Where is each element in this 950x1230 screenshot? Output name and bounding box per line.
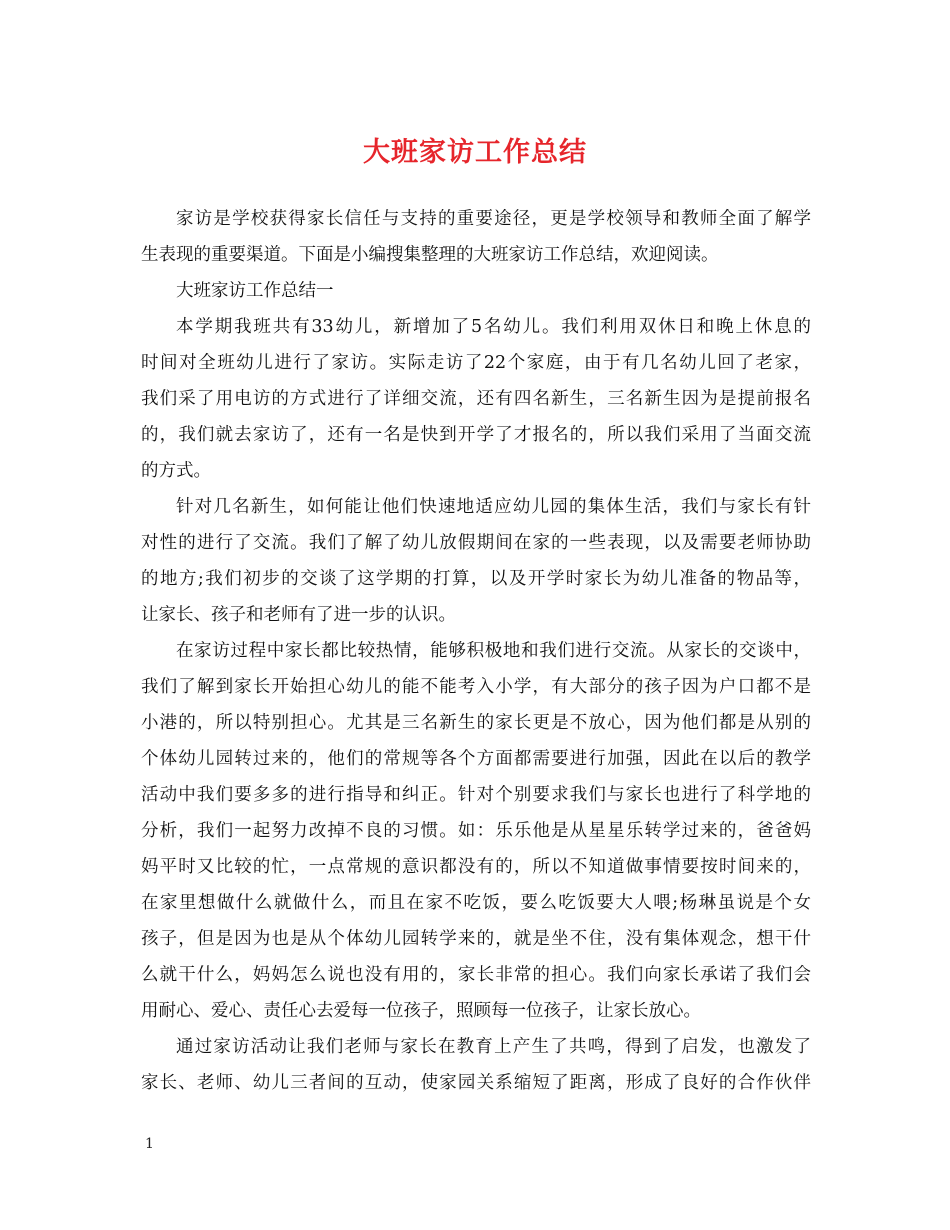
text-line: 大班家访工作总结一 bbox=[176, 281, 334, 301]
text-line: 用耐心、爱心、责任心去爱每一位孩子，照顾每一位孩子，让家长放心。 bbox=[141, 1001, 701, 1021]
text-line: 本学期我班共有33幼儿，新增加了5名幼儿。我们利用双休日和晚上休息的 bbox=[176, 317, 811, 337]
text-line: 时间对全班幼儿进行了家访。实际走访了22个家庭，由于有几名幼儿回了老家， bbox=[141, 353, 811, 373]
text-line: 妈平时又比较的忙，一点常规的意识都没有的，所以不知道做事情要按时间来的， bbox=[141, 857, 811, 877]
text-line: 通过家访活动让我们老师与家长在教育上产生了共鸣，得到了启发，也激发了 bbox=[176, 1037, 811, 1057]
text-line: 么就干什么，妈妈怎么说也没有用的，家长非常的担心。我们向家长承诺了我们会 bbox=[141, 965, 811, 985]
text-line: 在家里想做什么就做什么，而且在家不吃饭，要么吃饭要大人喂;杨琳虽说是个女 bbox=[141, 893, 811, 913]
text-line: 我们采了用电访的方式进行了详细交流，还有四名新生，三名新生因为是提前报名 bbox=[141, 389, 811, 409]
text-line: 的方式。 bbox=[141, 461, 211, 481]
text-line: 孩子，但是因为也是从个体幼儿园转学来的，就是坐不住，没有集体观念，想干什 bbox=[141, 929, 811, 949]
page-number: 1 bbox=[145, 1136, 154, 1152]
text-line: 活动中我们要多多的进行指导和纠正。针对个别要求我们与家长也进行了科学地的 bbox=[141, 785, 811, 805]
document-body bbox=[141, 201, 811, 1101]
text-line: 家长、老师、幼儿三者间的互动，使家园关系缩短了距离，形成了良好的合作伙伴 bbox=[141, 1073, 811, 1093]
text-line: 生表现的重要渠道。下面是小编搜集整理的大班家访工作总结，欢迎阅读。 bbox=[141, 245, 719, 265]
text-line: 分析，我们一起努力改掉不良的习惯。如：乐乐他是从星星乐转学过来的，爸爸妈 bbox=[141, 821, 811, 841]
text-line: 小港的，所以特别担心。尤其是三名新生的家长更是不放心，因为他们都是从别的 bbox=[141, 713, 811, 733]
page-title: 大班家访工作总结 bbox=[363, 137, 587, 168]
text-line: 个体幼儿园转过来的，他们的常规等各个方面都需要进行加强，因此在以后的教学 bbox=[141, 749, 811, 769]
text-line: 的，我们就去家访了，还有一名是快到开学了才报名的，所以我们采用了当面交流 bbox=[141, 425, 811, 445]
text-line: 家访是学校获得家长信任与支持的重要途径，更是学校领导和教师全面了解学 bbox=[176, 209, 811, 229]
text-line: 针对几名新生，如何能让他们快速地适应幼儿园的集体生活，我们与家长有针 bbox=[176, 497, 811, 517]
text-line: 的地方;我们初步的交谈了这学期的打算，以及开学时家长为幼儿准备的物品等， bbox=[141, 569, 811, 589]
text-line: 在家访过程中家长都比较热情，能够积极地和我们进行交流。从家长的交谈中， bbox=[176, 641, 811, 661]
text-line: 让家长、孩子和老师有了进一步的认识。 bbox=[141, 605, 456, 625]
text-line: 对性的进行了交流。我们了解了幼儿放假期间在家的一些表现，以及需要老师协助 bbox=[141, 533, 811, 553]
text-line: 我们了解到家长开始担心幼儿的能不能考入小学，有大部分的孩子因为户口都不是 bbox=[141, 677, 811, 697]
